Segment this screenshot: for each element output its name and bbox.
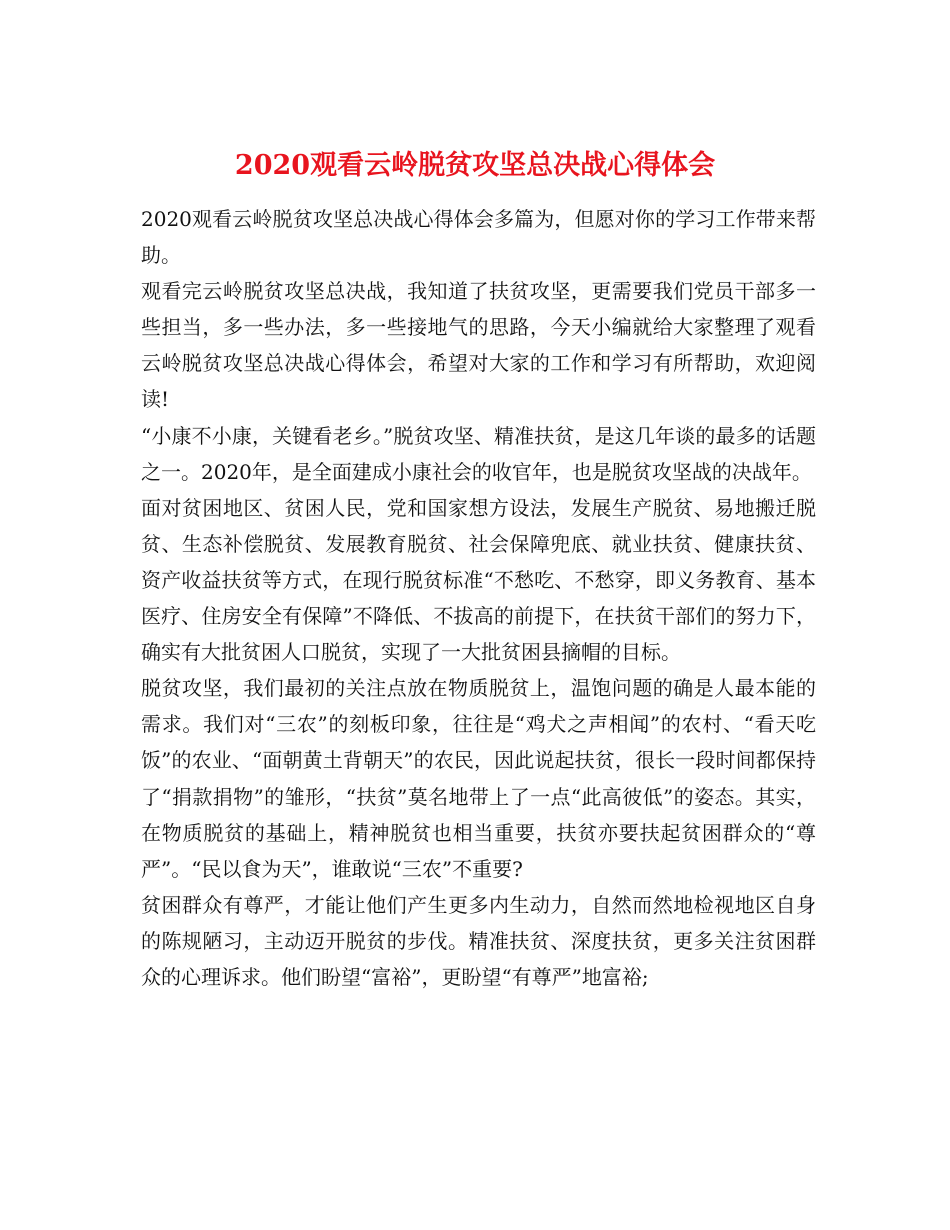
paragraph-intro: 2020观看云岭脱贫攻坚总决战心得体会多篇为，但愿对你的学习工作带来帮助。	[141, 207, 816, 268]
paragraph-dignity: 贫困群众有尊严，才能让他们产生更多内生动力，自然而然地检视地区自身的陈规陋习，主动迈开脱贫的步伐。精准扶贫、深度扶贫，更多关注贫困群众的心理诉求。他们盼望“富裕”，更盼望“有尊严”地富裕;	[141, 892, 816, 989]
document-body	[141, 201, 816, 995]
paragraph-measures: 面对贫困地区、贫困人民，党和国家想方设法，发展生产脱贫、易地搬迁脱贫、生态补偿脱贫、发展教育脱贫、社会保障兜底、就业扶贫、健康扶贫、资产收益扶贫等方式，在现行脱贫标准“不愁吃、不愁穿，即义务教育、基本医疗、住房安全有保障”不降低、不拔高的前提下，在扶贫干部们的努力下，确实有大批贫困人口脱贫，实现了一大批贫困县摘帽的目标。	[141, 495, 816, 665]
paragraph-summary: 观看完云岭脱贫攻坚总决战，我知道了扶贫攻坚，更需要我们党员干部多一些担当，多一些办法，多一些接地气的思路，今天小编就给大家整理了观看云岭脱贫攻坚总决战心得体会，希望对大家的工作和学习有所帮助，欢迎阅读!	[141, 279, 816, 412]
document-title: 2020观看云岭脱贫攻坚总决战心得体会	[234, 150, 716, 182]
paragraph-xiaokang: “小康不小康，关键看老乡。”脱贫攻坚、精准扶贫，是这几年谈的最多的话题之一。2020年，是全面建成小康社会的收官年，也是脱贫攻坚战的决战年。	[141, 423, 816, 484]
paragraph-material-poverty: 脱贫攻坚，我们最初的关注点放在物质脱贫上，温饱问题的确是人最本能的需求。我们对“三农”的刻板印象，往往是“鸡犬之声相闻”的农村、“看天吃饭”的农业、“面朝黄土背朝天”的农民，因此说起扶贫，很长一段时间都保持了“捐款捐物”的雏形，“扶贫”莫名地带上了一点“此高彼低”的姿态。其实，在物质脱贫的基础上，精神脱贫也相当重要，扶贫亦要扶起贫困群众的“尊严”。“民以食为天”，谁敢说“三农”不重要?	[141, 676, 816, 881]
